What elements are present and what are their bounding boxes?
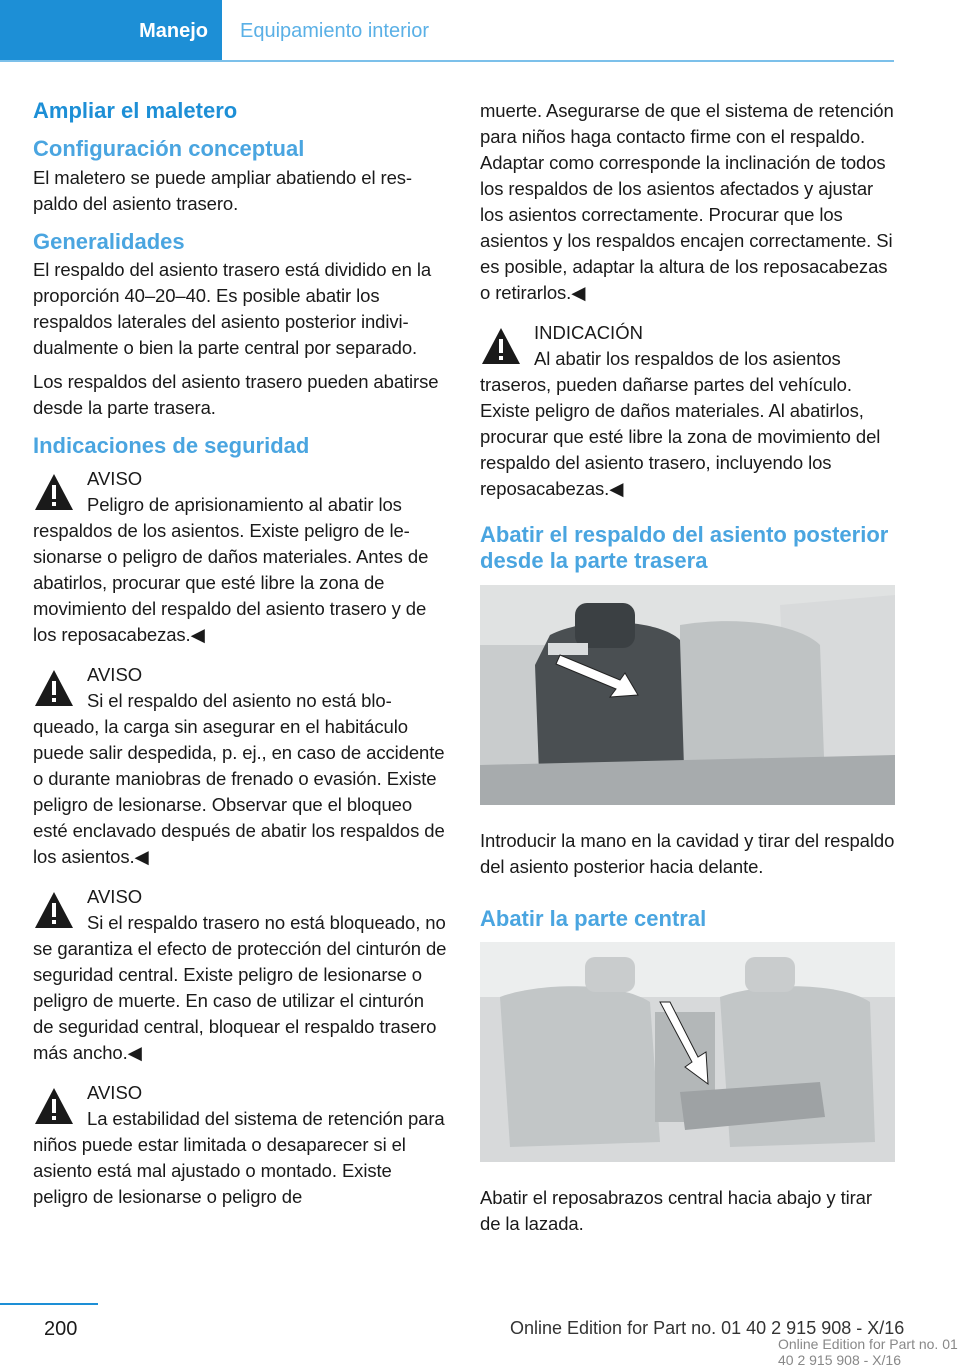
header-tab-manejo[interactable]: Manejo: [139, 19, 208, 42]
warning-block: [33, 1080, 448, 1210]
central-fold-caption: Abatir el reposabrazos central hacia abajo y tirar de la lazada.: [480, 1187, 872, 1235]
page-number: 200: [44, 1318, 78, 1340]
central-section-illustration: [480, 942, 895, 1162]
central-fold-heading: Abatir la parte central: [480, 905, 707, 931]
warning-text: Si el respaldo del asiento no está bloqueado, la carga sin asegurar en el habitáculo puede salir despedida, p. ej., en caso de accidente o durante maniobras de frenado o evasión. Existe peligro de lesionarse. Observar que el bloqueo esté enclavado después de abatir los respaldos de los asientos.◀: [33, 689, 445, 867]
left-column: [33, 98, 448, 1224]
continued-warning-text: muerte. Asegurarse de que el sistema de retención para niños haga contacto firme con el respaldo. Adaptar como corresponde la inclinación de todos los respaldos de los asientos afectados y ajustar los asientos correctamente. Procurar que los asientos y los respaldos encajen correctamente. Si es posible, adaptar la altura de los reposacabezas o retirarlos.◀: [480, 100, 894, 303]
concept-section: [33, 136, 448, 216]
warning-text: Si el respaldo trasero no está bloqueado, no se garantiza el efecto de protección del cinturón de seguridad central. Existe peligro de lesionarse o peligro de muerte. En caso de utilizar el cinturón de seguridad central, bloquear el respaldo trasero más ancho.◀: [33, 911, 447, 1063]
general-heading: Generalidades: [33, 228, 185, 254]
warning-triangle-icon: [480, 326, 522, 366]
concept-text: El maletero se puede ampliar abatiendo el respaldo del asiento trasero.: [33, 166, 413, 214]
warning-triangle-icon: [33, 890, 75, 930]
section-title: Ampliar el maletero: [33, 98, 238, 123]
warning-triangle-icon: [33, 668, 75, 708]
safety-heading: Indicaciones de seguridad: [33, 433, 310, 459]
page-header: [0, 0, 894, 62]
general-text-2: Los respaldos del asiento trasero pueden abatirse desde la parte trasera.: [33, 371, 439, 419]
warning-title: AVISO: [87, 1081, 143, 1103]
site-watermark: Online Edition for Part no. 01 40 2 915 908 - X/16: [778, 1336, 958, 1368]
warning-text: Peligro de aprisionamiento al abatir los respaldos de los asientos. Existe peligro de lesionarse o peligro de daños materiales. Antes de abatirlos, procurar que esté libre la zona de movimiento del respaldo del asiento trasero y de los reposacabezas.◀: [33, 493, 429, 645]
general-text-1: El respaldo del asiento trasero está dividido en la proporción 40–20–40. Es posible abatir los respaldos laterales del asiento posterior individualmente o bien la parte central por separado.: [33, 259, 432, 359]
concept-heading: Configuración conceptual: [33, 136, 305, 162]
warning-block: [33, 466, 448, 648]
notice-title: INDICACIÓN: [534, 322, 643, 343]
right-column: [480, 98, 895, 1245]
general-section: [33, 229, 448, 421]
rear-seat-illustration: [480, 585, 895, 805]
header-rule: [0, 60, 894, 62]
warning-title: AVISO: [87, 467, 143, 489]
warning-triangle-icon: [33, 1086, 75, 1126]
notice-text: Al abatir los respaldos de los asientos traseros, pueden dañarse partes del vehículo. Existe peligro de daños materiales. Al abatirlos, procurar que esté libre la zona de movimiento del respaldo del asiento trasero, incluyendo los reposacabezas.◀: [480, 348, 881, 499]
warning-triangle-icon: [33, 472, 75, 512]
warning-title: AVISO: [87, 885, 143, 907]
warning-title: AVISO: [87, 663, 143, 685]
warning-text: La estabilidad del sistema de retención para niños puede estar limitada o desaparecer si el asiento está mal ajustado o montado. Existe peligro de lesionarse o peligro de: [33, 1107, 445, 1207]
rear-fold-heading: Abatir el respaldo del asiento posterior desde la parte trasera: [480, 522, 889, 574]
footer-rule: [0, 1303, 98, 1305]
edition-line: Online Edition for Part no. 01 40 2 915 908 - X/16: [510, 1318, 905, 1338]
notice-block: [480, 320, 895, 502]
header-tab-equipamiento[interactable]: Equipamiento interior: [240, 19, 429, 42]
rear-fold-caption: Introducir la mano en la cavidad y tirar del respaldo del asiento posterior hacia delante.: [480, 829, 895, 877]
warning-block: [33, 884, 448, 1066]
warning-block: [33, 662, 448, 870]
